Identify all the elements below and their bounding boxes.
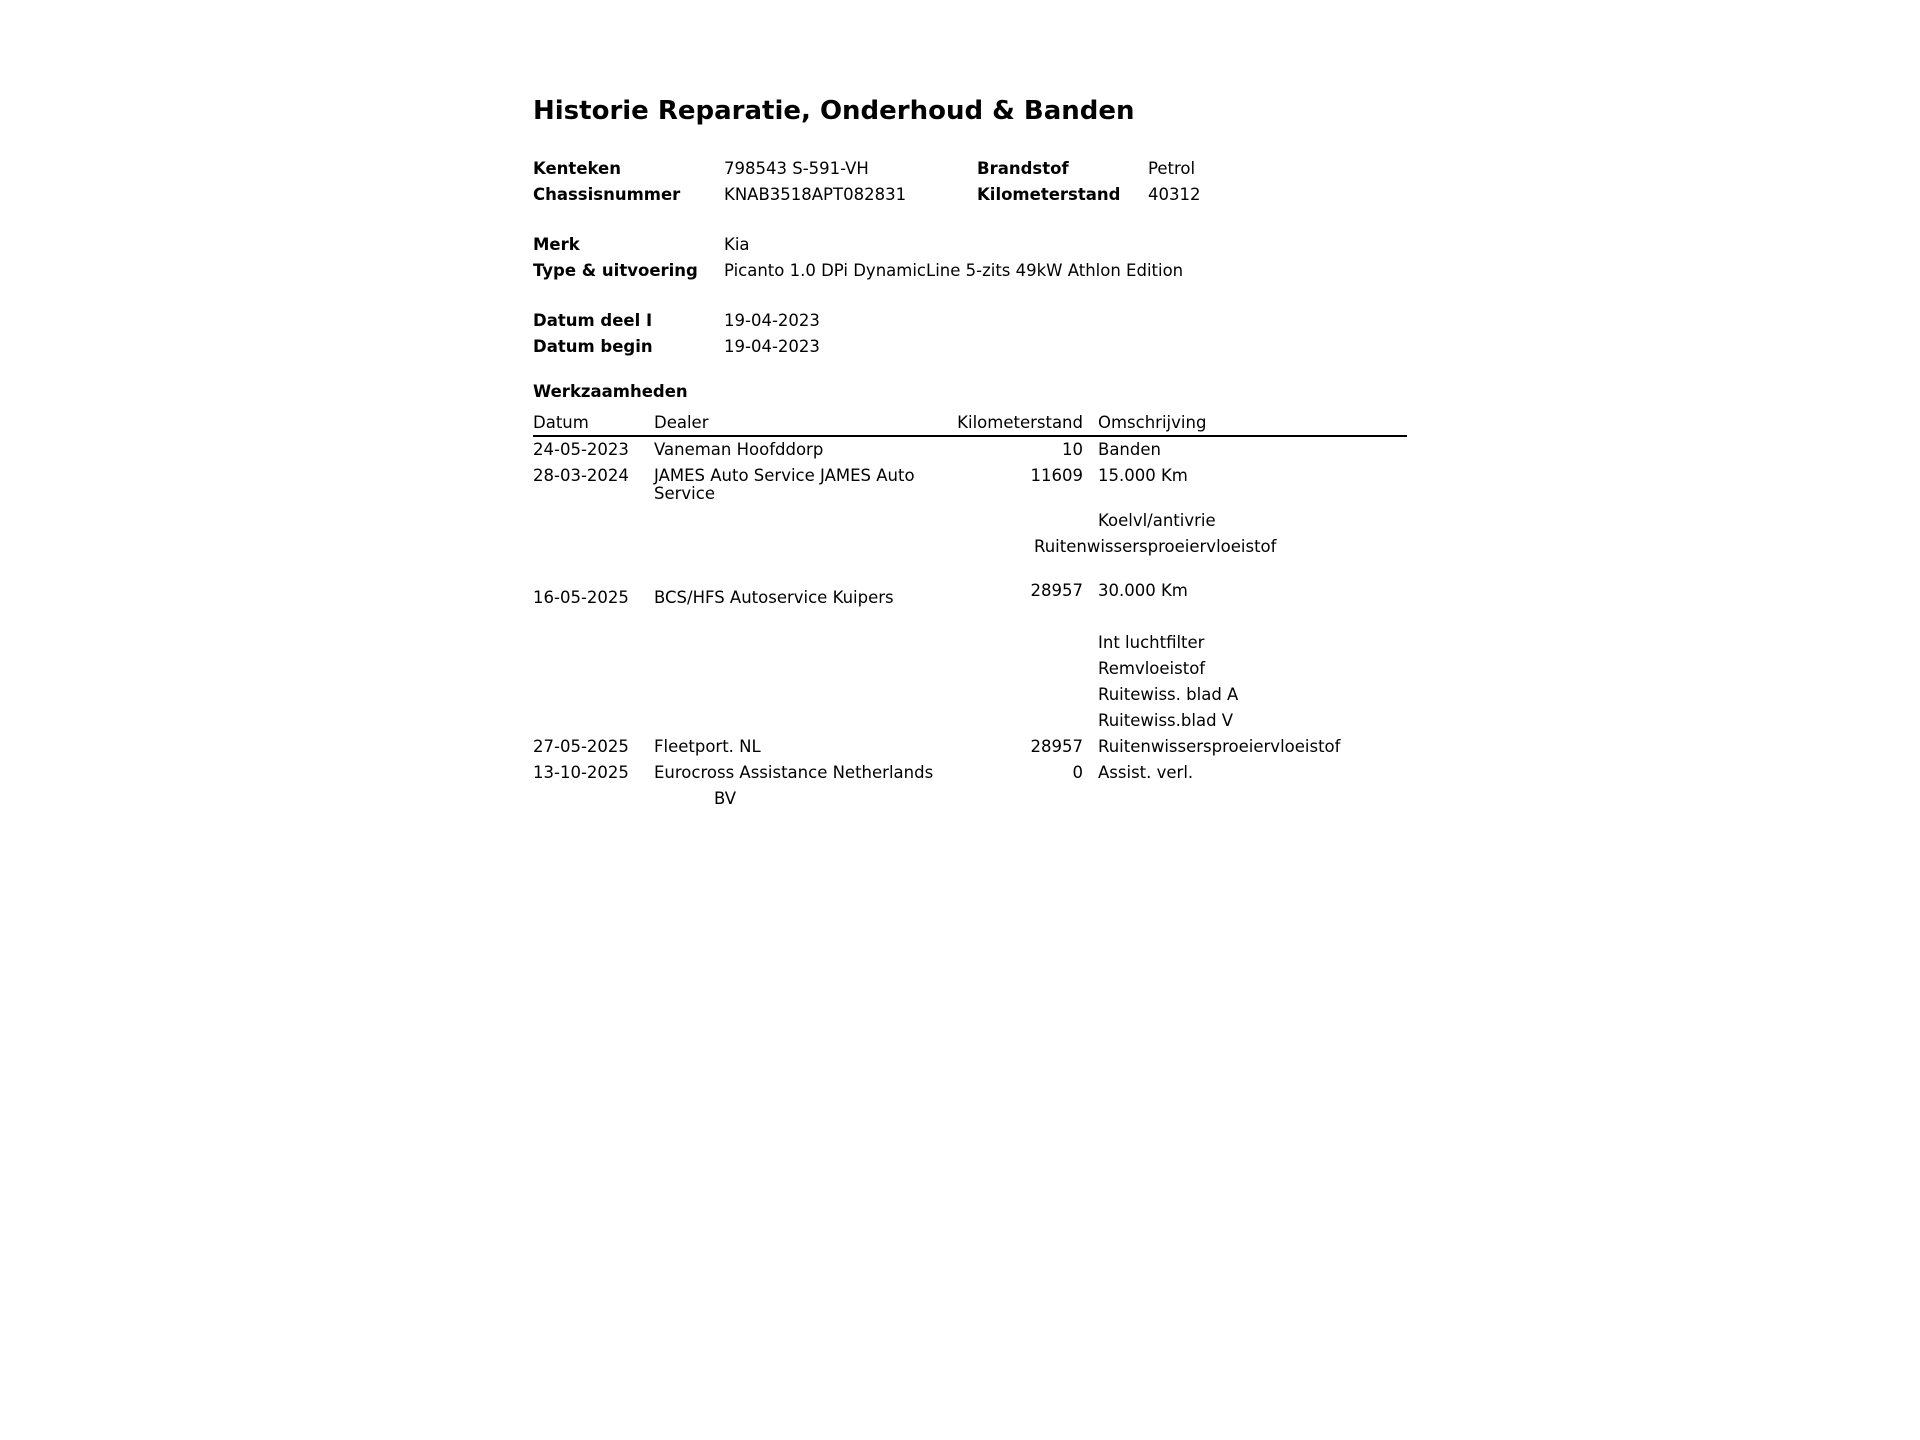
werkzaamheden-heading: Werkzaamheden <box>533 382 688 401</box>
row-description: Ruitenwissersproeiervloeistof <box>1034 537 1277 556</box>
datum-begin-value: 19-04-2023 <box>724 337 820 356</box>
row-date: 13-10-2025 <box>533 763 629 782</box>
datum-deel-value: 19-04-2023 <box>724 311 820 330</box>
kilometerstand-value: 40312 <box>1148 185 1201 204</box>
row-kilometerstand: 28957 <box>1030 581 1083 600</box>
type-label: Type & uitvoering <box>533 261 698 280</box>
row-description: Ruitenwissersproeiervloeistof <box>1098 737 1341 756</box>
row-dealer-continued: Service <box>654 484 715 503</box>
row-date: 24-05-2023 <box>533 440 629 459</box>
row-dealer: Fleetport. NL <box>654 737 761 756</box>
row-description: Banden <box>1098 440 1161 459</box>
datum-begin-label: Datum begin <box>533 337 653 356</box>
row-kilometerstand: 0 <box>1072 763 1083 782</box>
row-dealer: Vaneman Hoofddorp <box>654 440 824 459</box>
row-dealer-continued: BV <box>714 789 737 808</box>
row-kilometerstand: 11609 <box>1030 466 1083 485</box>
merk-value: Kia <box>724 235 750 254</box>
row-dealer: BCS/HFS Autoservice Kuipers <box>654 588 894 607</box>
row-description: Int luchtfilter <box>1098 633 1205 652</box>
kenteken-value: 798543 S-591-VH <box>724 159 869 178</box>
row-kilometerstand: 10 <box>1062 440 1083 459</box>
row-description: Ruitewiss.blad V <box>1098 711 1234 730</box>
row-description: Koelvl/antivrie <box>1098 511 1216 530</box>
row-description: Remvloeistof <box>1098 659 1206 678</box>
page-title: Historie Reparatie, Onderhoud & Banden <box>533 96 1135 126</box>
column-header-omschrijving: Omschrijving <box>1098 413 1207 432</box>
row-date: 28-03-2024 <box>533 466 629 485</box>
kilometerstand-label: Kilometerstand <box>977 185 1121 204</box>
merk-label: Merk <box>533 235 580 254</box>
column-header-kilometerstand: Kilometerstand <box>957 413 1083 432</box>
row-description: Ruitewiss. blad A <box>1098 685 1239 704</box>
row-description: Assist. verl. <box>1098 763 1194 782</box>
chassis-label: Chassisnummer <box>533 185 681 204</box>
row-kilometerstand: 28957 <box>1030 737 1083 756</box>
row-description: 15.000 Km <box>1098 466 1188 485</box>
kenteken-label: Kenteken <box>533 159 621 178</box>
row-date: 16-05-2025 <box>533 588 629 607</box>
datum-deel-label: Datum deel I <box>533 311 653 330</box>
header-rule <box>533 435 1407 437</box>
row-dealer: JAMES Auto Service JAMES Auto <box>654 466 915 485</box>
type-value: Picanto 1.0 DPi DynamicLine 5-zits 49kW Athlon Edition <box>724 261 1184 280</box>
brandstof-label: Brandstof <box>977 159 1069 178</box>
chassis-value: KNAB3518APT082831 <box>724 185 907 204</box>
column-header-dealer: Dealer <box>654 413 709 432</box>
column-header-datum: Datum <box>533 413 589 432</box>
brandstof-value: Petrol <box>1148 159 1196 178</box>
row-description: 30.000 Km <box>1098 581 1188 600</box>
row-dealer: Eurocross Assistance Netherlands <box>654 763 934 782</box>
row-date: 27-05-2025 <box>533 737 629 756</box>
